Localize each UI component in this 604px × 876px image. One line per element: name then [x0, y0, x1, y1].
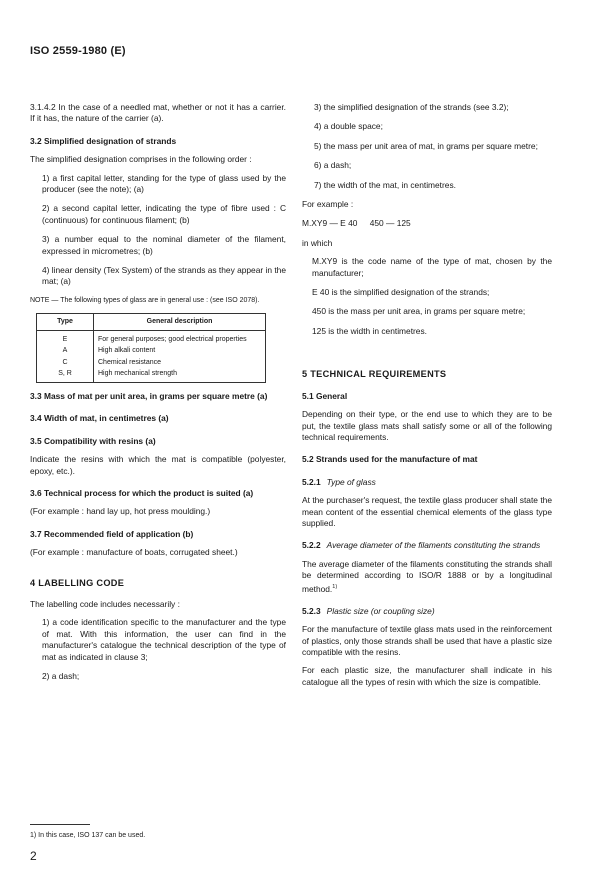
table-header-type: Type — [37, 314, 94, 331]
section-title: Type of glass — [326, 476, 376, 487]
heading-4: 4 LABELLING CODE — [30, 577, 125, 588]
paragraph-3-2: The simplified designation comprises in the following order : — [30, 154, 252, 165]
list-item: 1) a code identification specific to the manufacturer and the type of mat. With this information, the user can find in the manufacturer's catalogue the technical description of the type of mat as indicated in clause 3; — [42, 617, 286, 662]
list-item: 7) the width of the mat, in centimetres. — [314, 179, 456, 190]
table-cell-type: C — [37, 357, 94, 369]
paragraph-4: The labelling code includes necessarily : — [30, 598, 180, 609]
section-title: Average diameter of the filaments constituting the strands — [326, 540, 541, 551]
table-row — [37, 330, 266, 345]
paragraph-5-2-3-b: For each plastic size, the manufacturer shall indicate in his catalogue all the types of resin with which the size is compatible. — [302, 665, 552, 687]
footnote: 1) In this case, ISO 137 can be used. — [30, 832, 146, 839]
paragraph-text: The average diameter of the filaments constituting the strands shall be determined according to ISO/R 1888 or by a longitudinal method. — [302, 558, 552, 594]
glass-types-table — [36, 313, 266, 383]
section-title: Plastic size (or coupling size) — [326, 605, 435, 616]
heading-5-2-2 — [302, 540, 552, 551]
paragraph-3-1-4-2: 3.1.4.2 In the case of a needled mat, whether or not it has a carrier. If it has, the nature of the carrier (a). — [30, 102, 286, 124]
definition-item: 125 is the width in centimetres. — [312, 325, 427, 336]
footnote-divider — [30, 824, 90, 825]
example-code — [302, 218, 552, 229]
table-row — [37, 357, 266, 369]
paragraph-5-1: Depending on their type, or the end use to which they are to be put, the textile glass mats shall satisfy some or all of the following technical requirements. — [302, 409, 552, 442]
paragraph-5-2-2 — [302, 559, 552, 595]
table-cell-type: E — [37, 330, 94, 345]
paragraph-5-2-3-a: For the manufacture of textile glass mats used in the reinforcement of plastics, only those strands shall be used that have a plastic size compatible with the resins. — [302, 624, 552, 657]
page-number: 2 — [30, 849, 37, 863]
section-number: 5.2.3 — [302, 605, 321, 616]
table-cell-description: High alkali content — [94, 345, 266, 357]
table-row — [37, 368, 266, 382]
heading-3-4: 3.4 Width of mat, in centimetres (a) — [30, 413, 169, 424]
heading-3-5: 3.5 Compatibility with resins (a) — [30, 435, 156, 446]
list-item: 4) linear density (Tex System) of the strands as they appear in the mat; (a) — [42, 265, 286, 287]
list-item: 4) a double space; — [314, 121, 383, 132]
list-item: 5) the mass per unit area of mat, in grams per square metre; — [314, 140, 538, 151]
heading-3-6: 3.6 Technical process for which the product is suited (a) — [30, 487, 254, 498]
list-item: 3) the simplified designation of the strands (see 3.2); — [314, 102, 509, 112]
table-cell-description: Chemical resistance — [94, 357, 266, 369]
heading-3-7: 3.7 Recommended field of application (b) — [30, 528, 194, 539]
footnote-ref: 1) — [332, 583, 338, 590]
heading-5: 5 TECHNICAL REQUIREMENTS — [302, 369, 447, 380]
right-column — [302, 102, 552, 695]
table-cell-description: For general purposes; good electrical properties — [94, 330, 266, 345]
list-item: 1) a first capital letter, standing for the type of glass used by the producer (see the note); (a) — [42, 172, 286, 195]
heading-5-2: 5.2 Strands used for the manufacture of mat — [302, 454, 478, 465]
definition-item: 450 is the mass per unit area, in grams per square metre; — [312, 306, 526, 317]
for-example-label: For example : — [302, 199, 354, 210]
table-cell-description: High mechanical strength — [94, 368, 266, 382]
heading-3-3: 3.3 Mass of mat per unit area, in grams per square metre (a) — [30, 390, 268, 401]
table-cell-type: S, R — [37, 368, 94, 382]
table-row — [37, 345, 266, 357]
list-item: 2) a dash; — [42, 670, 80, 681]
note-glass-types: NOTE — The following types of glass are in general use : (see ISO 2078). — [30, 296, 260, 304]
list-item: 3) a number equal to the nominal diameter of the filament, expressed in micrometres; (b) — [42, 234, 286, 256]
section-number: 5.2.2 — [302, 540, 321, 551]
paragraph-3-6: (For example : hand lay up, hot press moulding.) — [30, 506, 211, 517]
in-which-label: in which — [302, 237, 333, 248]
heading-5-2-3 — [302, 606, 552, 617]
list-item: 2) a second capital letter, indicating the type of fibre used : C (continuous) for continuous filament; (b) — [42, 203, 286, 225]
example-code-part: 450 — 125 — [369, 218, 411, 229]
table-header-description: General description — [94, 314, 266, 331]
example-code-part: M.XY9 — E 40 — [302, 218, 358, 229]
paragraph-3-5: Indicate the resins with which the mat is compatible (polyester, epoxy, etc.). — [30, 454, 286, 476]
document-header: ISO 2559-1980 (E) — [30, 45, 126, 57]
heading-5-2-1 — [302, 477, 552, 488]
section-number: 5.2.1 — [302, 476, 321, 487]
paragraph-5-2-1: At the purchaser's request, the textile glass producer shall state the mean content of the essential chemical elements of the glass type supplied. — [302, 495, 552, 528]
heading-5-1: 5.1 General — [302, 390, 348, 401]
list-item: 6) a dash; — [314, 160, 352, 171]
heading-3-2: 3.2 Simplified designation of strands — [30, 135, 177, 146]
paragraph-3-7: (For example : manufacture of boats, corrugated sheet.) — [30, 547, 238, 558]
left-column — [30, 102, 286, 690]
table-cell-type: A — [37, 345, 94, 357]
definition-item: E 40 is the simplified designation of the strands; — [312, 287, 490, 298]
definition-item: M.XY9 is the code name of the type of mat, chosen by the manufacturer; — [312, 256, 552, 278]
